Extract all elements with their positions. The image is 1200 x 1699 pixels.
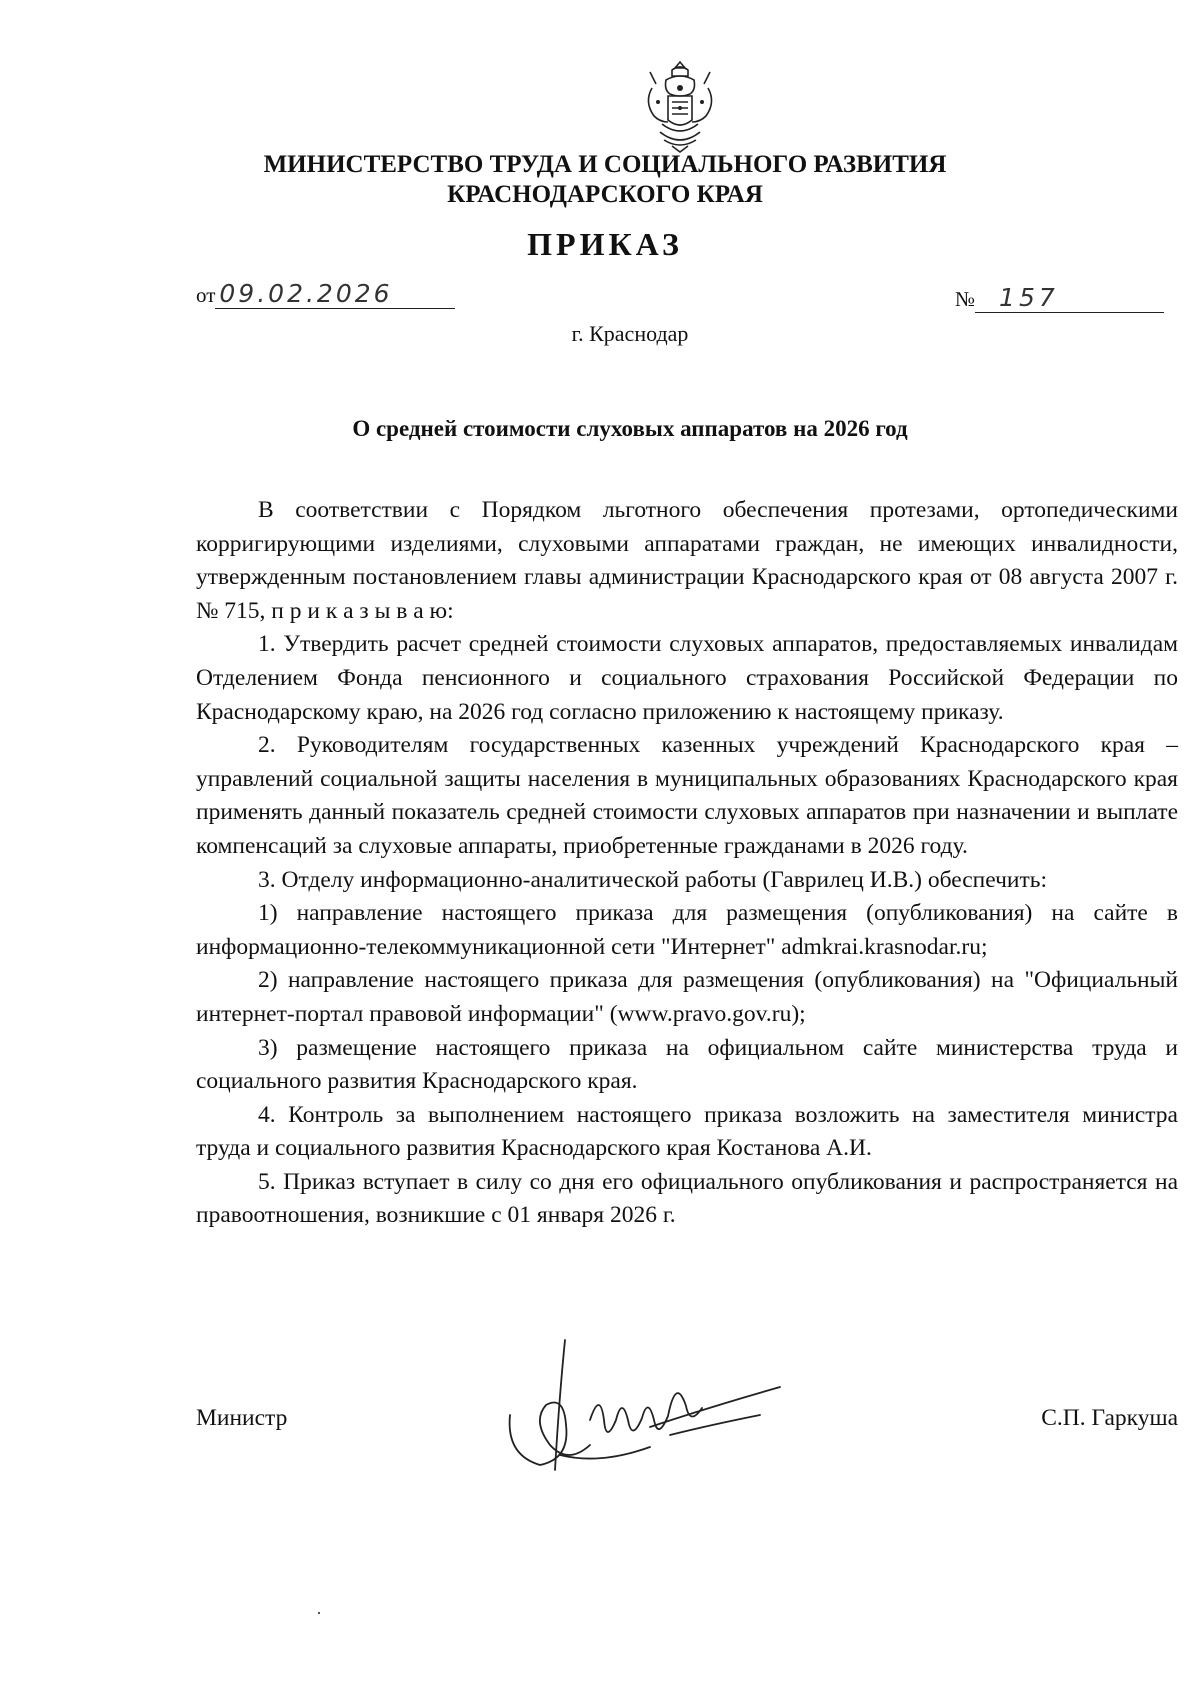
ministry-line-1: МИНИСТЕРСТВО ТРУДА И СОЦИАЛЬНОГО РАЗВИТИЯ <box>263 151 947 178</box>
date-value: 09.02.2026 <box>215 280 455 309</box>
order-date <box>196 280 455 309</box>
paragraph-subitem-3-1: 1) направление настоящего приказа для размещения (опубликования) на сайте в информационно-телекоммуникационной сети "Интернет" admkrai.krasnodar.ru; <box>196 900 1178 960</box>
signature-block <box>196 1405 1178 1445</box>
paragraph-item-3: 3. Отделу информационно-аналитической работы (Гаврилец И.В.) обеспечить: <box>258 866 1048 893</box>
order-body <box>196 494 1178 1233</box>
paragraph-subitem-3-3: 3) размещение настоящего приказа на официальном сайте министерства труда и социального развития Краснодарского края. <box>196 1034 1178 1095</box>
paragraph-item-5: 5. Приказ вступает в силу со дня его официального опубликования и распространяется на правоотношения, возникшие с 01 января 2026 г. <box>196 1168 1178 1229</box>
number-prefix: № <box>955 287 976 311</box>
paragraph-item-1: 1. Утвердить расчет средней стоимости слуховых аппаратов, предоставляемых инвалидам Отделением Фонда пенсионного и социального страхования Российской Федерации по Краснодарскому краю, на 2026 год согласно приложению к настоящему приказу. <box>196 631 1178 725</box>
paragraph-subitem-3-2: 2) направление настоящего приказа для размещения (опубликования) на "Официальный интернет-портал правовой информации" (www.pravo.gov.ru); <box>196 967 1178 1027</box>
date-prefix: от <box>196 283 216 307</box>
signer-name: С.П. Гаркуша <box>1041 1405 1178 1431</box>
ministry-name <box>190 150 1020 210</box>
order-number <box>955 284 1164 313</box>
city: г. Краснодар <box>571 321 689 346</box>
paragraph-item-4: 4. Контроль за выполнением настоящего приказа возложить на заместителя министра труда и социального развития Краснодарского края Костанова А.И. <box>196 1101 1178 1162</box>
order-subject: О средней стоимости слуховых аппаратов на 2026 год <box>352 416 908 441</box>
number-value: 157 <box>975 284 1164 313</box>
ministry-line-2: КРАСНОДАРСКОГО КРАЯ <box>447 181 763 208</box>
scan-speck <box>318 1612 320 1614</box>
coat-of-arms-icon <box>642 58 718 154</box>
document-type: ПРИКАЗ <box>527 226 683 262</box>
paragraph-item-2: 2. Руководителям государственных казенных учреждений Краснодарского края – управлений социальной защиты населения в муниципальных образованиях Краснодарского края применять данный показатель средней стоимости слуховых аппаратов при назначении и выплате компенсаций за слуховые аппараты, приобретенные гражданами в 2026 году. <box>196 732 1178 859</box>
signer-role: Министр <box>196 1405 288 1431</box>
paragraph-preamble: В соответствии с Порядком льготного обеспечения протезами, ортопедическими корригирующими изделиями, слуховыми аппаратами граждан, не имеющих инвалидности, утвержденным постановлением главы администрации Краснодарского края от 08 августа 2007 г. № 715, п р и к а з ы в а ю: <box>196 497 1178 624</box>
